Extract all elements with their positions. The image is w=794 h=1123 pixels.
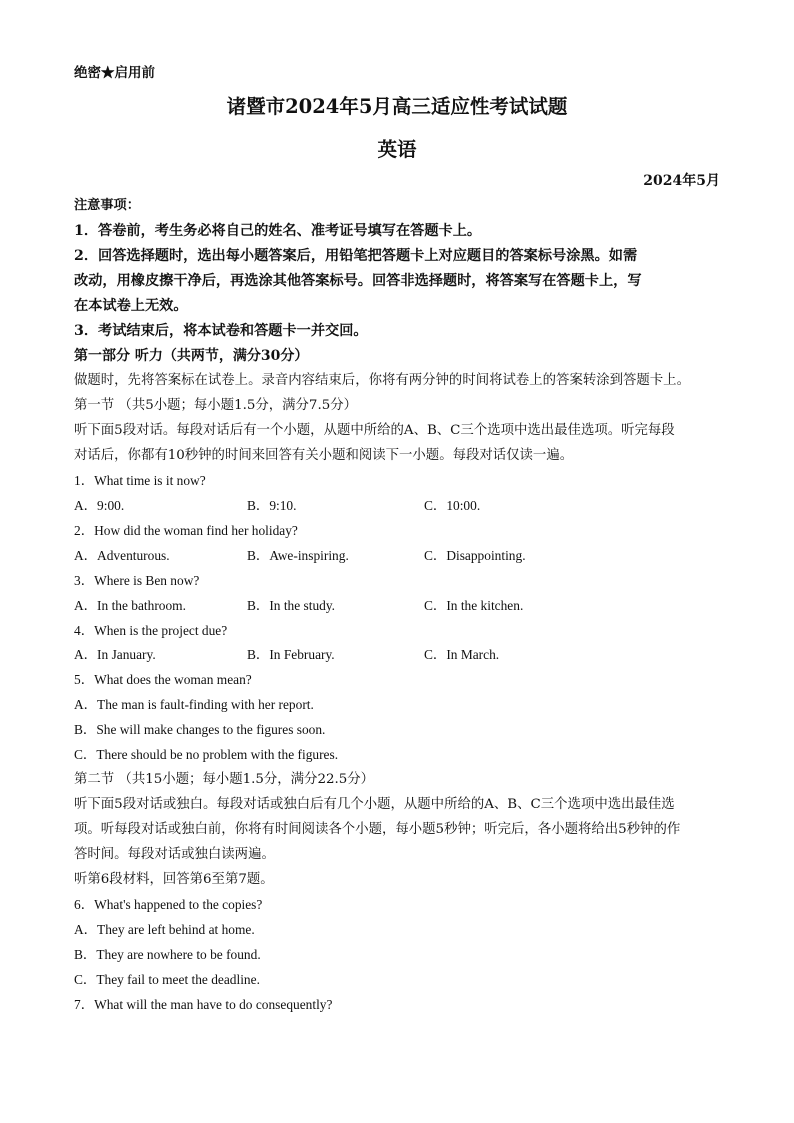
section2-instruction-line-2: 项。听每段对话或独白前，你将有时间阅读各个小题，每小题5秒钟；听完后，各小题将给出5秒钟的作 (74, 822, 681, 837)
option-c: C．In the kitchen. (424, 598, 524, 613)
option-c: C．In March. (424, 647, 500, 662)
subject-title: 英语 (377, 138, 417, 161)
question-stem: 6．What's happened to the copies? (74, 897, 263, 912)
option-a: A．Adventurous. (74, 548, 170, 563)
option-b: B．She will make changes to the figures soon. (74, 722, 326, 737)
option-c: C．Disappointing. (424, 548, 526, 563)
question-stem: 4．When is the project due? (74, 623, 228, 638)
option-c: C．They fail to meet the deadline. (74, 972, 260, 987)
option-a: A．The man is fault-finding with her report. (74, 697, 314, 712)
option-c: C．10:00. (424, 498, 481, 513)
material-6-heading: 听第6段材料，回答第6至第7题。 (74, 872, 274, 887)
question-stem: 3．Where is Ben now? (74, 573, 200, 588)
notes-heading: 注意事项： (74, 198, 140, 213)
part1-instruction: 做题时，先将答案标在试卷上。录音内容结束后，你将有两分钟的时间将试卷上的答案转涂到答题卡上。 (74, 373, 690, 388)
section2-instruction-line-3: 答时间。每段对话或独白读两遍。 (74, 847, 275, 862)
part1-heading: 第一部分 听力（共两节，满分30分） (74, 348, 309, 364)
option-b: B．In the study. (247, 598, 336, 613)
option-a: A．In the bathroom. (74, 598, 186, 613)
section1-instruction-line-2: 对话后，你都有10秒钟的时间来回答有关小题和阅读下一小题。每段对话仅读一遍。 (74, 448, 574, 463)
note-item-2-line-2: 改动，用橡皮擦干净后，再选涂其他答案标号。回答非选择题时，将答案写在答题卡上，写 (74, 273, 642, 289)
option-b: B．9:10. (247, 498, 297, 513)
question-stem: 5．What does the woman mean? (74, 672, 252, 687)
section2-instruction-line-1: 听下面5段对话或独白。每段对话或独白后有几个小题，从题中所给的A、B、C三个选项中选出最佳选 (74, 797, 675, 812)
secret-label: 绝密★启用前 (74, 65, 155, 81)
note-item-2-line-3: 在本试卷上无效。 (74, 298, 188, 314)
option-b: B．They are nowhere to be found. (74, 947, 261, 962)
section1-instruction-line-1: 听下面5段对话。每段对话后有一个小题，从题中所给的A、B、C三个选项中选出最佳选项。听完每段 (74, 423, 675, 438)
option-a: A．9:00. (74, 498, 125, 513)
exam-title: 诸暨市2024年5月高三适应性考试试题 (226, 95, 568, 118)
option-a: A．They are left behind at home. (74, 922, 255, 937)
question-stem: 2．How did the woman find her holiday? (74, 523, 298, 538)
note-item-2-line-1: 2．回答选择题时，选出每小题答案后，用铅笔把答题卡上对应题目的答案标号涂黑。如需 (74, 248, 638, 264)
note-item-1: 1．答卷前，考生务必将自己的姓名、准考证号填写在答题卡上。 (74, 223, 482, 239)
note-item-3: 3．考试结束后，将本试卷和答题卡一并交回。 (74, 323, 368, 339)
question-stem: 1．What time is it now? (74, 473, 206, 488)
option-a: A．In January. (74, 647, 156, 662)
section2-heading: 第二节 （共15小题；每小题1.5分，满分22.5分） (74, 772, 375, 787)
option-b: B．In February. (247, 647, 335, 662)
option-b: B．Awe-inspiring. (247, 548, 349, 563)
question-stem: 7．What will the man have to do consequently? (74, 997, 333, 1012)
option-c: C．There should be no problem with the figures. (74, 747, 339, 762)
exam-date: 2024年5月 (643, 173, 720, 189)
section1-heading: 第一节 （共5小题；每小题1.5分，满分7.5分） (74, 398, 358, 413)
